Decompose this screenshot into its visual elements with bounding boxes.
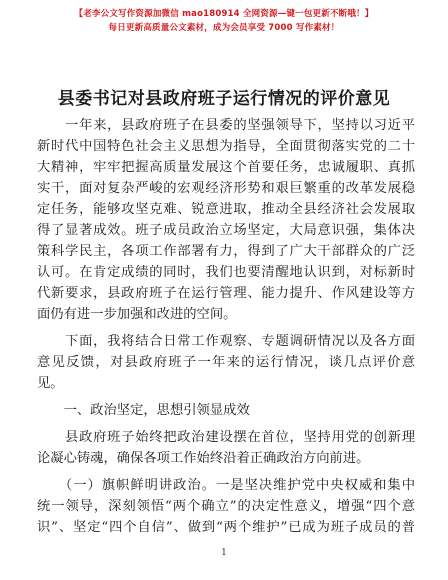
text-line: 大精神，牢牢把握高质量发展这个首要任务，忠诚履职、真抓 [37, 160, 415, 175]
text-line: 得了显著成效。班子成员政治立场坚定，大局意识强，集体决 [37, 223, 415, 238]
text-line: 新时代中国特色社会主义思想为指导，全面贯彻落实党的二十 [37, 139, 415, 154]
text-line: 下面，我将结合日常工作观察、专题调研情况以及各方面 [37, 334, 415, 349]
text-line: 论凝心铸魂，确保各项工作始终沿着正确政治方向前进。 [37, 451, 370, 466]
text-line: 定任务，能够攻坚克难、锐意进取，推动全县经济社会发展取 [37, 202, 415, 217]
text-line: 实干，面对复杂严峻的宏观经济形势和艰巨繁重的改革发展稳 [37, 181, 415, 196]
section-heading [37, 400, 415, 421]
text-line: 代新要求，县政府班子在运行管理、能力提升、作风建设等方 [37, 286, 415, 301]
text-line: （一）旗帜鲜明讲政治。一是坚决维护党中央权威和集中 [37, 478, 415, 493]
document-body [37, 115, 415, 538]
promo-banner-line-1: 【老李公文写作资源加微信 mao180914 全网资源—键一包更新不断哦！】 [74, 9, 374, 19]
page-number: 1 [221, 548, 227, 558]
text-line: 意见反馈，对县政府班子一年来的运行情况，谈几点评价意 [37, 355, 415, 370]
paragraph-overview [37, 331, 415, 394]
paragraph-subsection-1 [37, 475, 415, 538]
text-line: 见。 [37, 376, 64, 391]
document-title: 县委书记对县政府班子运行情况的评价意见 [57, 89, 391, 109]
text-line: 策科学民主，各项工作部署有力，得到了广大干部群众的广泛 [37, 244, 415, 259]
paragraph-intro [37, 115, 415, 325]
text-line: 一、政治坚定，思想引领显成效 [37, 403, 250, 418]
text-line: 统一领导，深刻领悟“两个确立”的决定性意义，增强“四个意 [37, 499, 415, 514]
text-line: 识”、坚定“四个自信”、做到“两个维护”已成为班子成员的普 [37, 520, 415, 535]
promo-banner-line-2: 每日更新高质量公文素材，成为会员享受 7000 写作素材！ [108, 23, 340, 33]
text-line: 认可。在肯定成绩的同时，我们也要清醒地认识到，对标新时 [37, 265, 415, 280]
text-line: 一年来，县政府班子在县委的坚强领导下，坚持以习近平 [37, 118, 415, 133]
paragraph-section-1 [37, 427, 415, 469]
text-line: 县政府班子始终把政治建设摆在首位，坚持用党的创新理 [37, 430, 415, 445]
text-line: 面仍有进一步加强和改进的空间。 [37, 307, 237, 322]
